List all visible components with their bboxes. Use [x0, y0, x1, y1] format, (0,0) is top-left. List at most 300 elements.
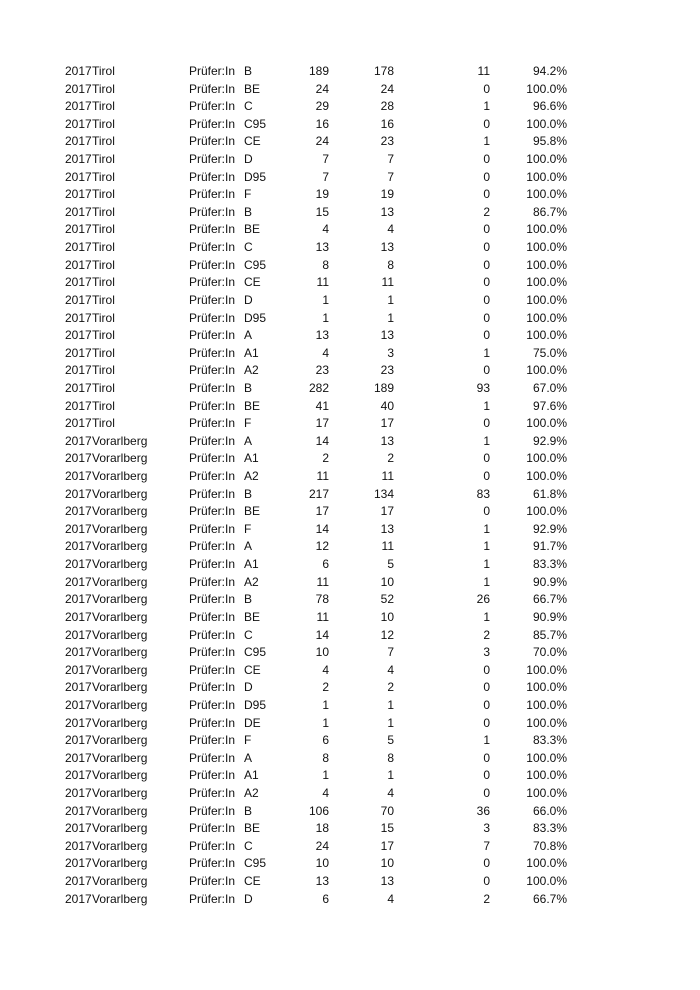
table-row — [0, 221, 700, 239]
role-cell: Prüfer:In — [189, 874, 236, 889]
pass-rate-cell: 100.0% — [526, 715, 567, 730]
region-cell: Vorarlberg — [92, 521, 148, 536]
table-row — [0, 644, 700, 662]
failed-count-cell: 0 — [483, 328, 490, 343]
passed-count-cell: 16 — [380, 116, 394, 131]
license-class-cell: CE — [244, 874, 261, 889]
role-cell: Prüfer:In — [189, 891, 236, 906]
passed-count-cell: 1 — [387, 715, 394, 730]
pass-rate-cell: 75.0% — [532, 345, 567, 360]
role-cell: Prüfer:In — [189, 134, 236, 149]
year-cell: 2017 — [65, 433, 92, 448]
pass-rate-cell: 83.3% — [532, 733, 567, 748]
passed-count-cell: 15 — [380, 821, 394, 836]
pass-rate-cell: 100.0% — [526, 697, 567, 712]
failed-count-cell: 3 — [483, 645, 490, 660]
role-cell: Prüfer:In — [189, 310, 236, 325]
pass-rate-cell: 100.0% — [526, 292, 567, 307]
region-cell: Vorarlberg — [92, 469, 148, 484]
pass-rate-cell: 100.0% — [526, 81, 567, 96]
year-cell: 2017 — [65, 275, 92, 290]
failed-count-cell: 0 — [483, 856, 490, 871]
table-row — [0, 803, 700, 821]
role-cell: Prüfer:In — [189, 204, 236, 219]
failed-count-cell: 0 — [483, 222, 490, 237]
total-count-cell: 1 — [322, 715, 329, 730]
table-row — [0, 662, 700, 680]
license-class-cell: B — [244, 64, 253, 78]
passed-count-cell: 12 — [380, 627, 394, 642]
pass-rate-cell: 100.0% — [526, 680, 567, 695]
pass-rate-cell: 100.0% — [526, 275, 567, 290]
license-class-cell: D95 — [244, 169, 267, 184]
table-row — [0, 679, 700, 697]
failed-count-cell: 0 — [483, 116, 490, 131]
passed-count-cell: 13 — [380, 240, 394, 255]
role-cell: Prüfer:In — [189, 116, 236, 131]
failed-count-cell: 93 — [476, 380, 490, 395]
passed-count-cell: 2 — [387, 680, 394, 695]
failed-count-cell: 11 — [477, 64, 490, 78]
role-cell: Prüfer:In — [189, 99, 236, 114]
role-cell: Prüfer:In — [189, 574, 236, 589]
passed-count-cell: 70 — [380, 803, 394, 818]
table-row — [0, 239, 700, 257]
failed-count-cell: 2 — [483, 204, 490, 219]
role-cell: Prüfer:In — [189, 240, 236, 255]
passed-count-cell: 189 — [373, 380, 394, 395]
year-cell: 2017 — [65, 204, 92, 219]
table-row — [0, 310, 700, 328]
table-row — [0, 204, 700, 222]
region-cell: Vorarlberg — [92, 662, 148, 677]
total-count-cell: 14 — [315, 627, 329, 642]
role-cell: Prüfer:In — [189, 257, 236, 272]
region-cell: Vorarlberg — [92, 803, 148, 818]
year-cell: 2017 — [65, 557, 92, 572]
total-count-cell: 13 — [315, 240, 329, 255]
table-row — [0, 785, 700, 803]
pass-rate-cell: 95.8% — [532, 134, 567, 149]
year-cell: 2017 — [65, 416, 92, 431]
total-count-cell: 189 — [308, 64, 329, 78]
failed-count-cell: 1 — [483, 134, 490, 149]
failed-count-cell: 0 — [483, 715, 490, 730]
table-row — [0, 556, 700, 574]
pass-rate-cell: 97.6% — [532, 398, 567, 413]
total-count-cell: 24 — [315, 81, 329, 96]
table-row — [0, 697, 700, 715]
total-count-cell: 2 — [322, 680, 329, 695]
passed-count-cell: 3 — [387, 345, 394, 360]
total-count-cell: 6 — [322, 891, 329, 906]
passed-count-cell: 10 — [380, 609, 394, 624]
table-row — [0, 468, 700, 486]
table-row — [0, 538, 700, 556]
region-cell: Vorarlberg — [92, 785, 148, 800]
failed-count-cell: 36 — [476, 803, 490, 818]
passed-count-cell: 4 — [387, 891, 394, 906]
region-cell: Tirol — [92, 222, 115, 237]
failed-count-cell: 1 — [483, 521, 490, 536]
role-cell: Prüfer:In — [189, 504, 236, 519]
passed-count-cell: 10 — [380, 856, 394, 871]
total-count-cell: 4 — [322, 662, 329, 677]
total-count-cell: 18 — [315, 821, 329, 836]
role-cell: Prüfer:In — [189, 169, 236, 184]
pass-rate-cell: 100.0% — [526, 310, 567, 325]
passed-count-cell: 7 — [387, 169, 394, 184]
year-cell: 2017 — [65, 187, 92, 202]
role-cell: Prüfer:In — [189, 380, 236, 395]
year-cell: 2017 — [65, 504, 92, 519]
total-count-cell: 10 — [315, 856, 329, 871]
table-row — [0, 838, 700, 856]
license-class-cell: A2 — [244, 574, 259, 589]
pass-rate-cell: 100.0% — [526, 116, 567, 131]
role-cell: Prüfer:In — [189, 345, 236, 360]
pass-rate-cell: 100.0% — [526, 222, 567, 237]
role-cell: Prüfer:In — [189, 821, 236, 836]
region-cell: Vorarlberg — [92, 874, 148, 889]
failed-count-cell: 1 — [483, 99, 490, 114]
role-cell: Prüfer:In — [189, 451, 236, 466]
region-cell: Tirol — [92, 292, 115, 307]
failed-count-cell: 0 — [483, 363, 490, 378]
license-class-cell: A2 — [244, 469, 259, 484]
passed-count-cell: 8 — [387, 750, 394, 765]
year-cell: 2017 — [65, 257, 92, 272]
region-cell: Tirol — [92, 204, 115, 219]
region-cell: Vorarlberg — [92, 592, 148, 607]
failed-count-cell: 0 — [483, 750, 490, 765]
failed-count-cell: 0 — [483, 81, 490, 96]
failed-count-cell: 1 — [483, 574, 490, 589]
pass-rate-cell: 100.0% — [526, 169, 567, 184]
license-class-cell: B — [244, 592, 253, 607]
year-cell: 2017 — [65, 874, 92, 889]
role-cell: Prüfer:In — [189, 715, 236, 730]
passed-count-cell: 7 — [387, 152, 394, 167]
year-cell: 2017 — [65, 81, 92, 96]
passed-count-cell: 5 — [387, 557, 394, 572]
passed-count-cell: 23 — [380, 134, 394, 149]
role-cell: Prüfer:In — [189, 733, 236, 748]
passed-count-cell: 13 — [380, 874, 394, 889]
table-row — [0, 151, 700, 169]
region-cell: Vorarlberg — [92, 750, 148, 765]
year-cell: 2017 — [65, 662, 92, 677]
region-cell: Tirol — [92, 345, 115, 360]
year-cell: 2017 — [65, 486, 92, 501]
region-cell: Vorarlberg — [92, 574, 148, 589]
failed-count-cell: 7 — [483, 838, 490, 853]
pass-rate-cell: 90.9% — [532, 609, 567, 624]
license-class-cell: B — [244, 204, 253, 219]
table-row — [0, 398, 700, 416]
failed-count-cell: 2 — [483, 627, 490, 642]
license-class-cell: F — [244, 416, 252, 431]
total-count-cell: 17 — [315, 416, 329, 431]
region-cell: Vorarlberg — [92, 697, 148, 712]
region-cell: Tirol — [92, 169, 115, 184]
total-count-cell: 14 — [315, 521, 329, 536]
table-row — [0, 503, 700, 521]
license-class-cell: A — [244, 539, 253, 554]
total-count-cell: 8 — [322, 750, 329, 765]
year-cell: 2017 — [65, 240, 92, 255]
year-cell: 2017 — [65, 733, 92, 748]
failed-count-cell: 2 — [483, 891, 490, 906]
role-cell: Prüfer:In — [189, 363, 236, 378]
passed-count-cell: 178 — [373, 64, 394, 78]
total-count-cell: 1 — [322, 697, 329, 712]
region-cell: Vorarlberg — [92, 557, 148, 572]
passed-count-cell: 11 — [381, 469, 394, 484]
license-class-cell: A1 — [244, 345, 259, 360]
pass-rate-cell: 83.3% — [532, 821, 567, 836]
pass-rate-cell: 100.0% — [526, 416, 567, 431]
year-cell: 2017 — [65, 521, 92, 536]
region-cell: Tirol — [92, 99, 115, 114]
table-row — [0, 891, 700, 909]
license-class-cell: CE — [244, 275, 261, 290]
total-count-cell: 78 — [315, 592, 329, 607]
role-cell: Prüfer:In — [189, 416, 236, 431]
table-row — [0, 574, 700, 592]
table-row — [0, 486, 700, 504]
total-count-cell: 1 — [322, 768, 329, 783]
license-class-cell: C95 — [244, 645, 267, 660]
pass-rate-cell: 70.0% — [532, 645, 567, 660]
license-class-cell: BE — [244, 821, 261, 836]
role-cell: Prüfer:In — [189, 609, 236, 624]
license-class-cell: CE — [244, 134, 261, 149]
total-count-cell: 15 — [315, 204, 329, 219]
passed-count-cell: 4 — [387, 662, 394, 677]
pass-rate-cell: 100.0% — [526, 187, 567, 202]
year-cell: 2017 — [65, 134, 92, 149]
license-class-cell: C — [244, 99, 253, 114]
region-cell: Vorarlberg — [92, 838, 148, 853]
total-count-cell: 1 — [322, 310, 329, 325]
region-cell: Vorarlberg — [92, 821, 148, 836]
passed-count-cell: 28 — [380, 99, 394, 114]
license-class-cell: BE — [244, 609, 261, 624]
passed-count-cell: 17 — [380, 504, 394, 519]
role-cell: Prüfer:In — [189, 838, 236, 853]
passed-count-cell: 13 — [380, 433, 394, 448]
total-count-cell: 4 — [322, 222, 329, 237]
year-cell: 2017 — [65, 592, 92, 607]
total-count-cell: 8 — [322, 257, 329, 272]
year-cell: 2017 — [65, 363, 92, 378]
table-row — [0, 345, 700, 363]
pass-rate-cell: 86.7% — [532, 204, 567, 219]
year-cell: 2017 — [65, 345, 92, 360]
pass-rate-cell: 83.3% — [532, 557, 567, 572]
role-cell: Prüfer:In — [189, 222, 236, 237]
failed-count-cell: 0 — [483, 240, 490, 255]
license-class-cell: C95 — [244, 856, 267, 871]
failed-count-cell: 0 — [483, 310, 490, 325]
table-row — [0, 433, 700, 451]
region-cell: Tirol — [92, 380, 115, 395]
pass-rate-cell: 85.7% — [532, 627, 567, 642]
license-class-cell: D95 — [244, 697, 267, 712]
year-cell: 2017 — [65, 451, 92, 466]
region-cell: Tirol — [92, 257, 115, 272]
role-cell: Prüfer:In — [189, 275, 236, 290]
license-class-cell: A1 — [244, 557, 259, 572]
total-count-cell: 29 — [315, 99, 329, 114]
year-cell: 2017 — [65, 715, 92, 730]
year-cell: 2017 — [65, 838, 92, 853]
passed-count-cell: 11 — [381, 275, 394, 290]
failed-count-cell: 0 — [483, 257, 490, 272]
total-count-cell: 217 — [308, 486, 329, 501]
spreadsheet-table — [0, 63, 700, 908]
total-count-cell: 12 — [315, 539, 329, 554]
license-class-cell: D — [244, 680, 253, 695]
license-class-cell: A — [244, 750, 253, 765]
year-cell: 2017 — [65, 803, 92, 818]
pass-rate-cell: 100.0% — [526, 768, 567, 783]
table-row — [0, 63, 700, 81]
table-row — [0, 362, 700, 380]
region-cell: Vorarlberg — [92, 433, 148, 448]
passed-count-cell: 7 — [387, 645, 394, 660]
pass-rate-cell: 100.0% — [526, 856, 567, 871]
passed-count-cell: 52 — [380, 592, 394, 607]
region-cell: Vorarlberg — [92, 768, 148, 783]
total-count-cell: 7 — [322, 169, 329, 184]
passed-count-cell: 4 — [387, 222, 394, 237]
year-cell: 2017 — [65, 116, 92, 131]
role-cell: Prüfer:In — [189, 521, 236, 536]
failed-count-cell: 0 — [483, 451, 490, 466]
pass-rate-cell: 90.9% — [532, 574, 567, 589]
license-class-cell: CE — [244, 662, 261, 677]
region-cell: Vorarlberg — [92, 539, 148, 554]
year-cell: 2017 — [65, 539, 92, 554]
role-cell: Prüfer:In — [189, 539, 236, 554]
failed-count-cell: 0 — [483, 416, 490, 431]
year-cell: 2017 — [65, 627, 92, 642]
passed-count-cell: 1 — [387, 697, 394, 712]
passed-count-cell: 2 — [387, 451, 394, 466]
total-count-cell: 1 — [322, 292, 329, 307]
table-row — [0, 380, 700, 398]
region-cell: Vorarlberg — [92, 645, 148, 660]
pass-rate-cell: 100.0% — [526, 662, 567, 677]
region-cell: Vorarlberg — [92, 627, 148, 642]
region-cell: Vorarlberg — [92, 504, 148, 519]
license-class-cell: A1 — [244, 451, 259, 466]
year-cell: 2017 — [65, 768, 92, 783]
pass-rate-cell: 92.9% — [532, 521, 567, 536]
year-cell: 2017 — [65, 469, 92, 484]
region-cell: Vorarlberg — [92, 680, 148, 695]
table-row — [0, 750, 700, 768]
pass-rate-cell: 96.6% — [532, 99, 567, 114]
region-cell: Tirol — [92, 416, 115, 431]
pass-rate-cell: 100.0% — [526, 363, 567, 378]
table-row — [0, 627, 700, 645]
total-count-cell: 19 — [315, 187, 329, 202]
role-cell: Prüfer:In — [189, 486, 236, 501]
failed-count-cell: 0 — [483, 292, 490, 307]
table-row — [0, 133, 700, 151]
pass-rate-cell: 100.0% — [526, 874, 567, 889]
region-cell: Vorarlberg — [92, 856, 148, 871]
license-class-cell: F — [244, 521, 252, 536]
region-cell: Vorarlberg — [92, 609, 148, 624]
total-count-cell: 17 — [315, 504, 329, 519]
region-cell: Tirol — [92, 187, 115, 202]
failed-count-cell: 0 — [483, 469, 490, 484]
year-cell: 2017 — [65, 99, 92, 114]
role-cell: Prüfer:In — [189, 768, 236, 783]
passed-count-cell: 134 — [373, 486, 394, 501]
passed-count-cell: 4 — [387, 785, 394, 800]
passed-count-cell: 17 — [380, 838, 394, 853]
role-cell: Prüfer:In — [189, 64, 236, 78]
pass-rate-cell: 100.0% — [526, 504, 567, 519]
year-cell: 2017 — [65, 856, 92, 871]
license-class-cell: D — [244, 292, 253, 307]
pass-rate-cell: 66.0% — [532, 803, 567, 818]
year-cell: 2017 — [65, 328, 92, 343]
license-class-cell: D95 — [244, 310, 267, 325]
region-cell: Tirol — [92, 398, 115, 413]
year-cell: 2017 — [65, 750, 92, 765]
year-cell: 2017 — [65, 821, 92, 836]
table-row — [0, 715, 700, 733]
role-cell: Prüfer:In — [189, 750, 236, 765]
total-count-cell: 41 — [315, 398, 329, 413]
role-cell: Prüfer:In — [189, 697, 236, 712]
license-class-cell: F — [244, 187, 252, 202]
passed-count-cell: 1 — [387, 292, 394, 307]
passed-count-cell: 23 — [380, 363, 394, 378]
total-count-cell: 11 — [316, 574, 329, 589]
failed-count-cell: 0 — [483, 169, 490, 184]
region-cell: Tirol — [92, 152, 115, 167]
region-cell: Tirol — [92, 240, 115, 255]
failed-count-cell: 0 — [483, 504, 490, 519]
year-cell: 2017 — [65, 697, 92, 712]
license-class-cell: A1 — [244, 768, 259, 783]
license-class-cell: B — [244, 486, 253, 501]
failed-count-cell: 26 — [476, 592, 490, 607]
table-row — [0, 81, 700, 99]
year-cell: 2017 — [65, 891, 92, 906]
license-class-cell: D — [244, 891, 253, 906]
role-cell: Prüfer:In — [189, 433, 236, 448]
license-class-cell: DE — [244, 715, 261, 730]
role-cell: Prüfer:In — [189, 152, 236, 167]
total-count-cell: 23 — [315, 363, 329, 378]
table-row — [0, 591, 700, 609]
region-cell: Tirol — [92, 116, 115, 131]
failed-count-cell: 0 — [483, 785, 490, 800]
region-cell: Tirol — [92, 328, 115, 343]
failed-count-cell: 83 — [476, 486, 490, 501]
total-count-cell: 6 — [322, 557, 329, 572]
pass-rate-cell: 66.7% — [532, 592, 567, 607]
total-count-cell: 11 — [316, 275, 329, 290]
